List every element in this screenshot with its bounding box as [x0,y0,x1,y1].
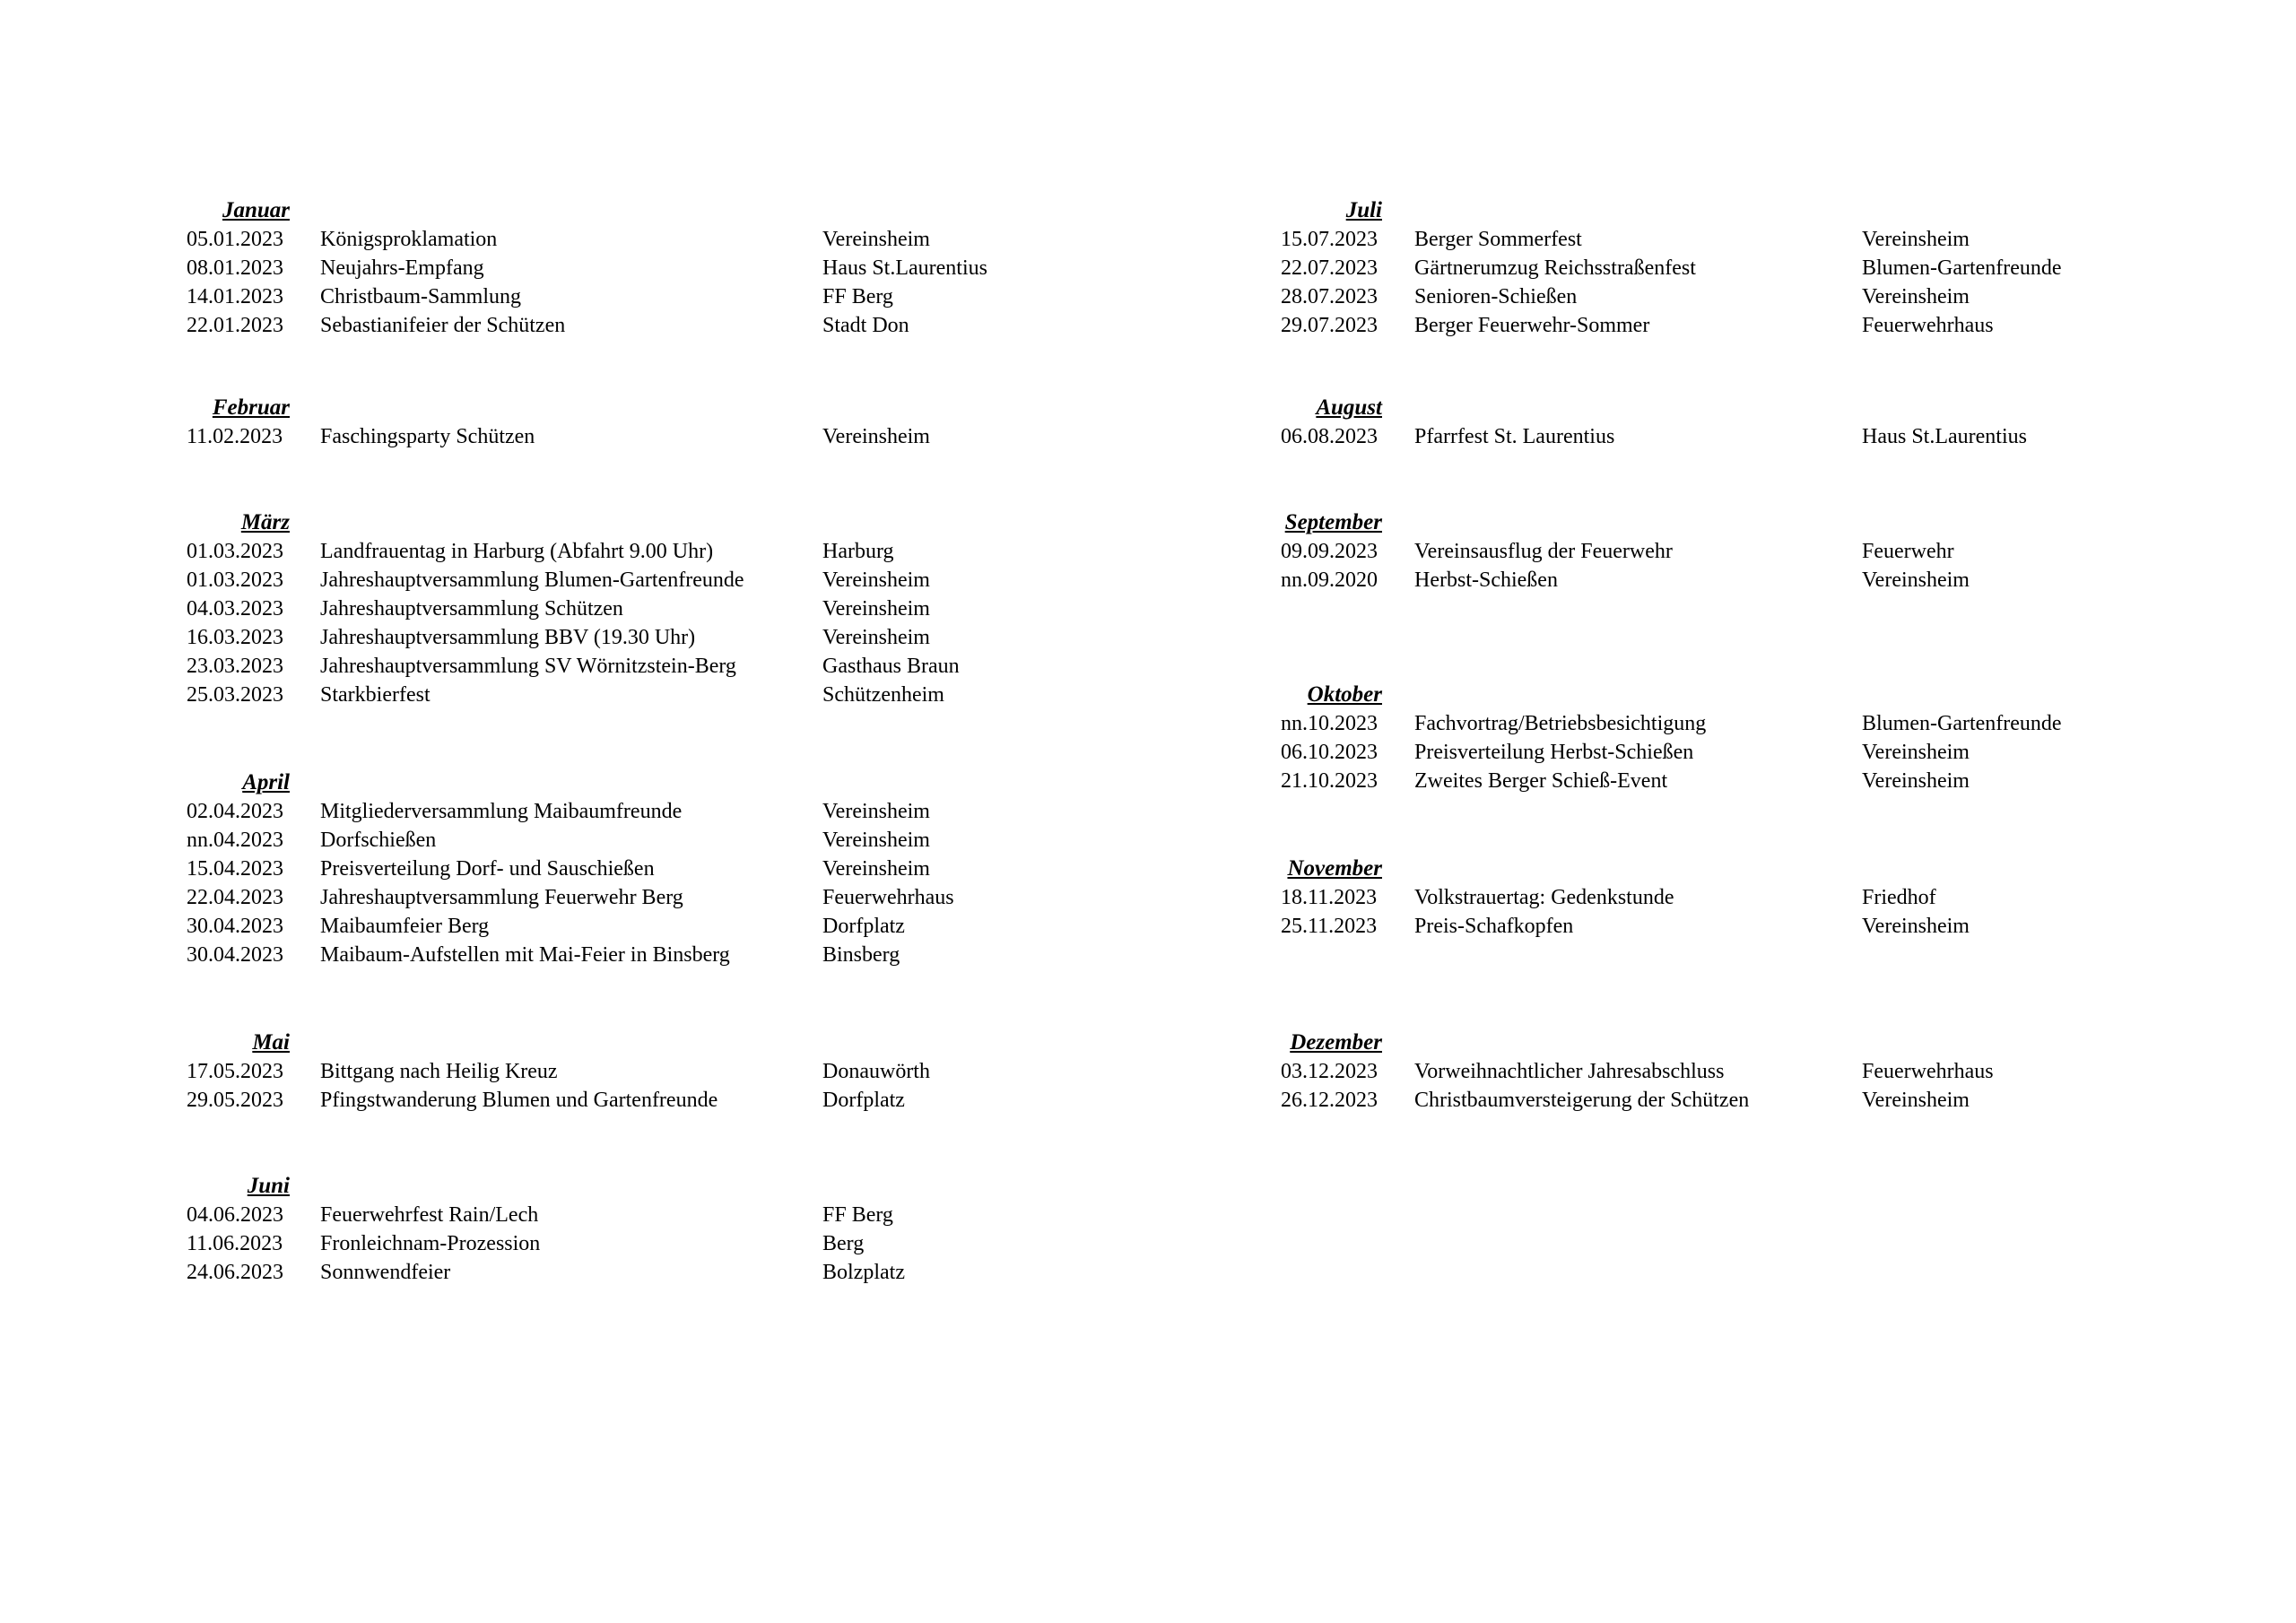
event-date: 26.12.2023 [1281,1089,1378,1112]
event-date: nn.09.2020 [1281,568,1378,592]
event-date: 11.06.2023 [187,1232,283,1255]
event-title: Faschingsparty Schützen [320,425,535,448]
event-location: Vereinsheim [822,626,930,649]
event-title: Christbaum-Sammlung [320,285,521,308]
event-date: 05.01.2023 [187,228,283,251]
event-location: Haus St.Laurentius [1862,425,2027,448]
event-title: Senioren-Schießen [1414,285,1578,308]
event-title: Fachvortrag/Betriebsbesichtigung [1414,712,1707,735]
event-row [0,1086,1148,1115]
event-title: Vereinsausflug der Feuerwehr [1414,540,1673,563]
event-location: Schützenheim [822,683,944,707]
event-title: Königsproklamation [320,228,498,251]
event-location: Friedhof [1862,886,1936,909]
event-row [0,311,1148,340]
event-title: Maibaum-Aufstellen mit Mai-Feier in Binsberg [320,943,730,967]
event-title: Vorweihnachtlicher Jahresabschluss [1414,1060,1725,1083]
event-row [1148,254,2296,282]
event-row [0,912,1148,941]
event-title: Maibaumfeier Berg [320,915,490,938]
event-row [1148,537,2296,566]
event-row [0,797,1148,826]
event-row [1148,709,2296,738]
event-location: Vereinsheim [1862,915,1970,938]
month-heading: Juli [1345,198,1382,222]
event-location: Harburg [822,540,894,563]
event-title: Dorfschießen [320,829,437,852]
event-row [0,681,1148,709]
event-row [0,1057,1148,1086]
event-row [1148,883,2296,912]
event-title: Bittgang nach Heilig Kreuz [320,1060,558,1083]
event-row [1148,738,2296,767]
event-location: Haus St.Laurentius [822,256,987,280]
event-title: Herbst-Schießen [1414,568,1558,592]
event-location: Vereinsheim [822,829,930,852]
event-date: 14.01.2023 [187,285,283,308]
event-location: Vereinsheim [822,568,930,592]
event-title: Berger Sommerfest [1414,228,1582,251]
event-location: Bolzplatz [822,1261,905,1284]
event-date: 03.12.2023 [1281,1060,1378,1083]
event-date: 16.03.2023 [187,626,283,649]
month-heading: Januar [222,198,290,222]
event-title: Volkstrauertag: Gedenkstunde [1414,886,1674,909]
event-row [1148,422,2296,451]
event-location: Vereinsheim [822,597,930,621]
event-title: Preis-Schafkopfen [1414,915,1574,938]
event-row [1148,225,2296,254]
event-location: Berg [822,1232,865,1255]
event-date: 23.03.2023 [187,655,283,678]
event-row [1148,311,2296,340]
event-title: Jahreshauptversammlung BBV (19.30 Uhr) [320,626,696,649]
event-row [0,566,1148,595]
event-date: 29.07.2023 [1281,314,1378,337]
event-row [1148,1086,2296,1115]
event-date: nn.04.2023 [187,829,283,852]
event-title: Mitgliederversammlung Maibaumfreunde [320,800,683,823]
event-location: FF Berg [822,1203,893,1227]
event-row [0,1229,1148,1258]
month-heading: Oktober [1307,682,1382,707]
event-row [0,595,1148,623]
event-title: Christbaumversteigerung der Schützen [1414,1089,1750,1112]
event-location: Stadt Don [822,314,909,337]
event-row [0,282,1148,311]
event-location: Blumen-Gartenfreunde [1862,256,2062,280]
event-row [1148,282,2296,311]
event-date: 04.06.2023 [187,1203,283,1227]
event-location: Vereinsheim [1862,568,1970,592]
event-title: Preisverteilung Herbst-Schießen [1414,741,1694,764]
month-heading: Juni [247,1174,290,1198]
event-location: Vereinsheim [1862,1089,1970,1112]
event-title: Gärtnerumzug Reichsstraßenfest [1414,256,1696,280]
event-title: Berger Feuerwehr-Sommer [1414,314,1650,337]
event-location: Vereinsheim [1862,741,1970,764]
event-date: 24.06.2023 [187,1261,283,1284]
event-title: Feuerwehrfest Rain/Lech [320,1203,539,1227]
event-location: Blumen-Gartenfreunde [1862,712,2062,735]
event-title: Zweites Berger Schieß-Event [1414,769,1668,793]
event-date: 30.04.2023 [187,915,283,938]
event-row [0,1258,1148,1287]
event-date: 18.11.2023 [1281,886,1378,909]
event-row [0,225,1148,254]
event-row [1148,767,2296,795]
event-row [0,652,1148,681]
event-title: Fronleichnam-Prozession [320,1232,541,1255]
event-row [0,623,1148,652]
event-location: Binsberg [822,943,900,967]
month-heading: August [1316,395,1382,420]
event-title: Landfrauentag in Harburg (Abfahrt 9.00 Uhr) [320,540,714,563]
event-row [0,254,1148,282]
event-date: 25.11.2023 [1281,915,1378,938]
event-title: Jahreshauptversammlung Blumen-Gartenfreunde [320,568,744,592]
event-title: Sonnwendfeier [320,1261,451,1284]
event-row [0,537,1148,566]
event-title: Neujahrs-Empfang [320,256,484,280]
event-location: Vereinsheim [822,857,930,881]
event-date: 09.09.2023 [1281,540,1378,563]
event-date: 21.10.2023 [1281,769,1378,793]
event-title: Pfarrfest St. Laurentius [1414,425,1615,448]
event-location: Dorfplatz [822,1089,905,1112]
event-row [0,941,1148,969]
event-location: Feuerwehrhaus [1862,1060,1994,1083]
event-row [0,422,1148,451]
event-title: Pfingstwanderung Blumen und Gartenfreunde [320,1089,718,1112]
event-location: Dorfplatz [822,915,905,938]
event-row [0,1201,1148,1229]
event-title: Sebastianifeier der Schützen [320,314,566,337]
month-heading: November [1287,856,1382,881]
event-location: Donauwörth [822,1060,930,1083]
event-date: 29.05.2023 [187,1089,283,1112]
event-date: 15.07.2023 [1281,228,1378,251]
event-date: 22.07.2023 [1281,256,1378,280]
event-date: 08.01.2023 [187,256,283,280]
event-location: Feuerwehr [1862,540,1954,563]
event-title: Starkbierfest [320,683,430,707]
event-date: 11.02.2023 [187,425,283,448]
event-location: Feuerwehrhaus [822,886,954,909]
event-row [0,855,1148,883]
event-location: Vereinsheim [1862,285,1970,308]
month-heading: Mai [252,1030,290,1055]
month-heading: April [242,770,290,794]
event-date: 06.08.2023 [1281,425,1378,448]
month-heading: Februar [212,395,290,420]
event-date: 06.10.2023 [1281,741,1378,764]
event-date: 17.05.2023 [187,1060,283,1083]
event-title: Preisverteilung Dorf- und Sauschießen [320,857,655,881]
month-heading: September [1284,510,1382,534]
event-title: Jahreshauptversammlung Feuerwehr Berg [320,886,683,909]
event-date: nn.10.2023 [1281,712,1378,735]
event-title: Jahreshauptversammlung Schützen [320,597,623,621]
event-date: 28.07.2023 [1281,285,1378,308]
event-location: Vereinsheim [1862,769,1970,793]
event-date: 01.03.2023 [187,568,283,592]
event-date: 01.03.2023 [187,540,283,563]
event-row [0,883,1148,912]
event-row [0,826,1148,855]
event-location: Feuerwehrhaus [1862,314,1994,337]
event-date: 04.03.2023 [187,597,283,621]
event-date: 22.04.2023 [187,886,283,909]
event-location: Gasthaus Braun [822,655,960,678]
event-row [1148,566,2296,595]
event-date: 25.03.2023 [187,683,283,707]
event-location: Vereinsheim [822,800,930,823]
event-location: Vereinsheim [822,425,930,448]
event-location: Vereinsheim [822,228,930,251]
event-row [1148,1057,2296,1086]
month-heading: Dezember [1290,1030,1382,1055]
event-date: 02.04.2023 [187,800,283,823]
event-title: Jahreshauptversammlung SV Wörnitzstein-Berg [320,655,736,678]
event-row [1148,912,2296,941]
event-date: 22.01.2023 [187,314,283,337]
month-heading: März [240,510,290,534]
event-location: Vereinsheim [1862,228,1970,251]
event-location: FF Berg [822,285,893,308]
event-date: 15.04.2023 [187,857,283,881]
event-date: 30.04.2023 [187,943,283,967]
